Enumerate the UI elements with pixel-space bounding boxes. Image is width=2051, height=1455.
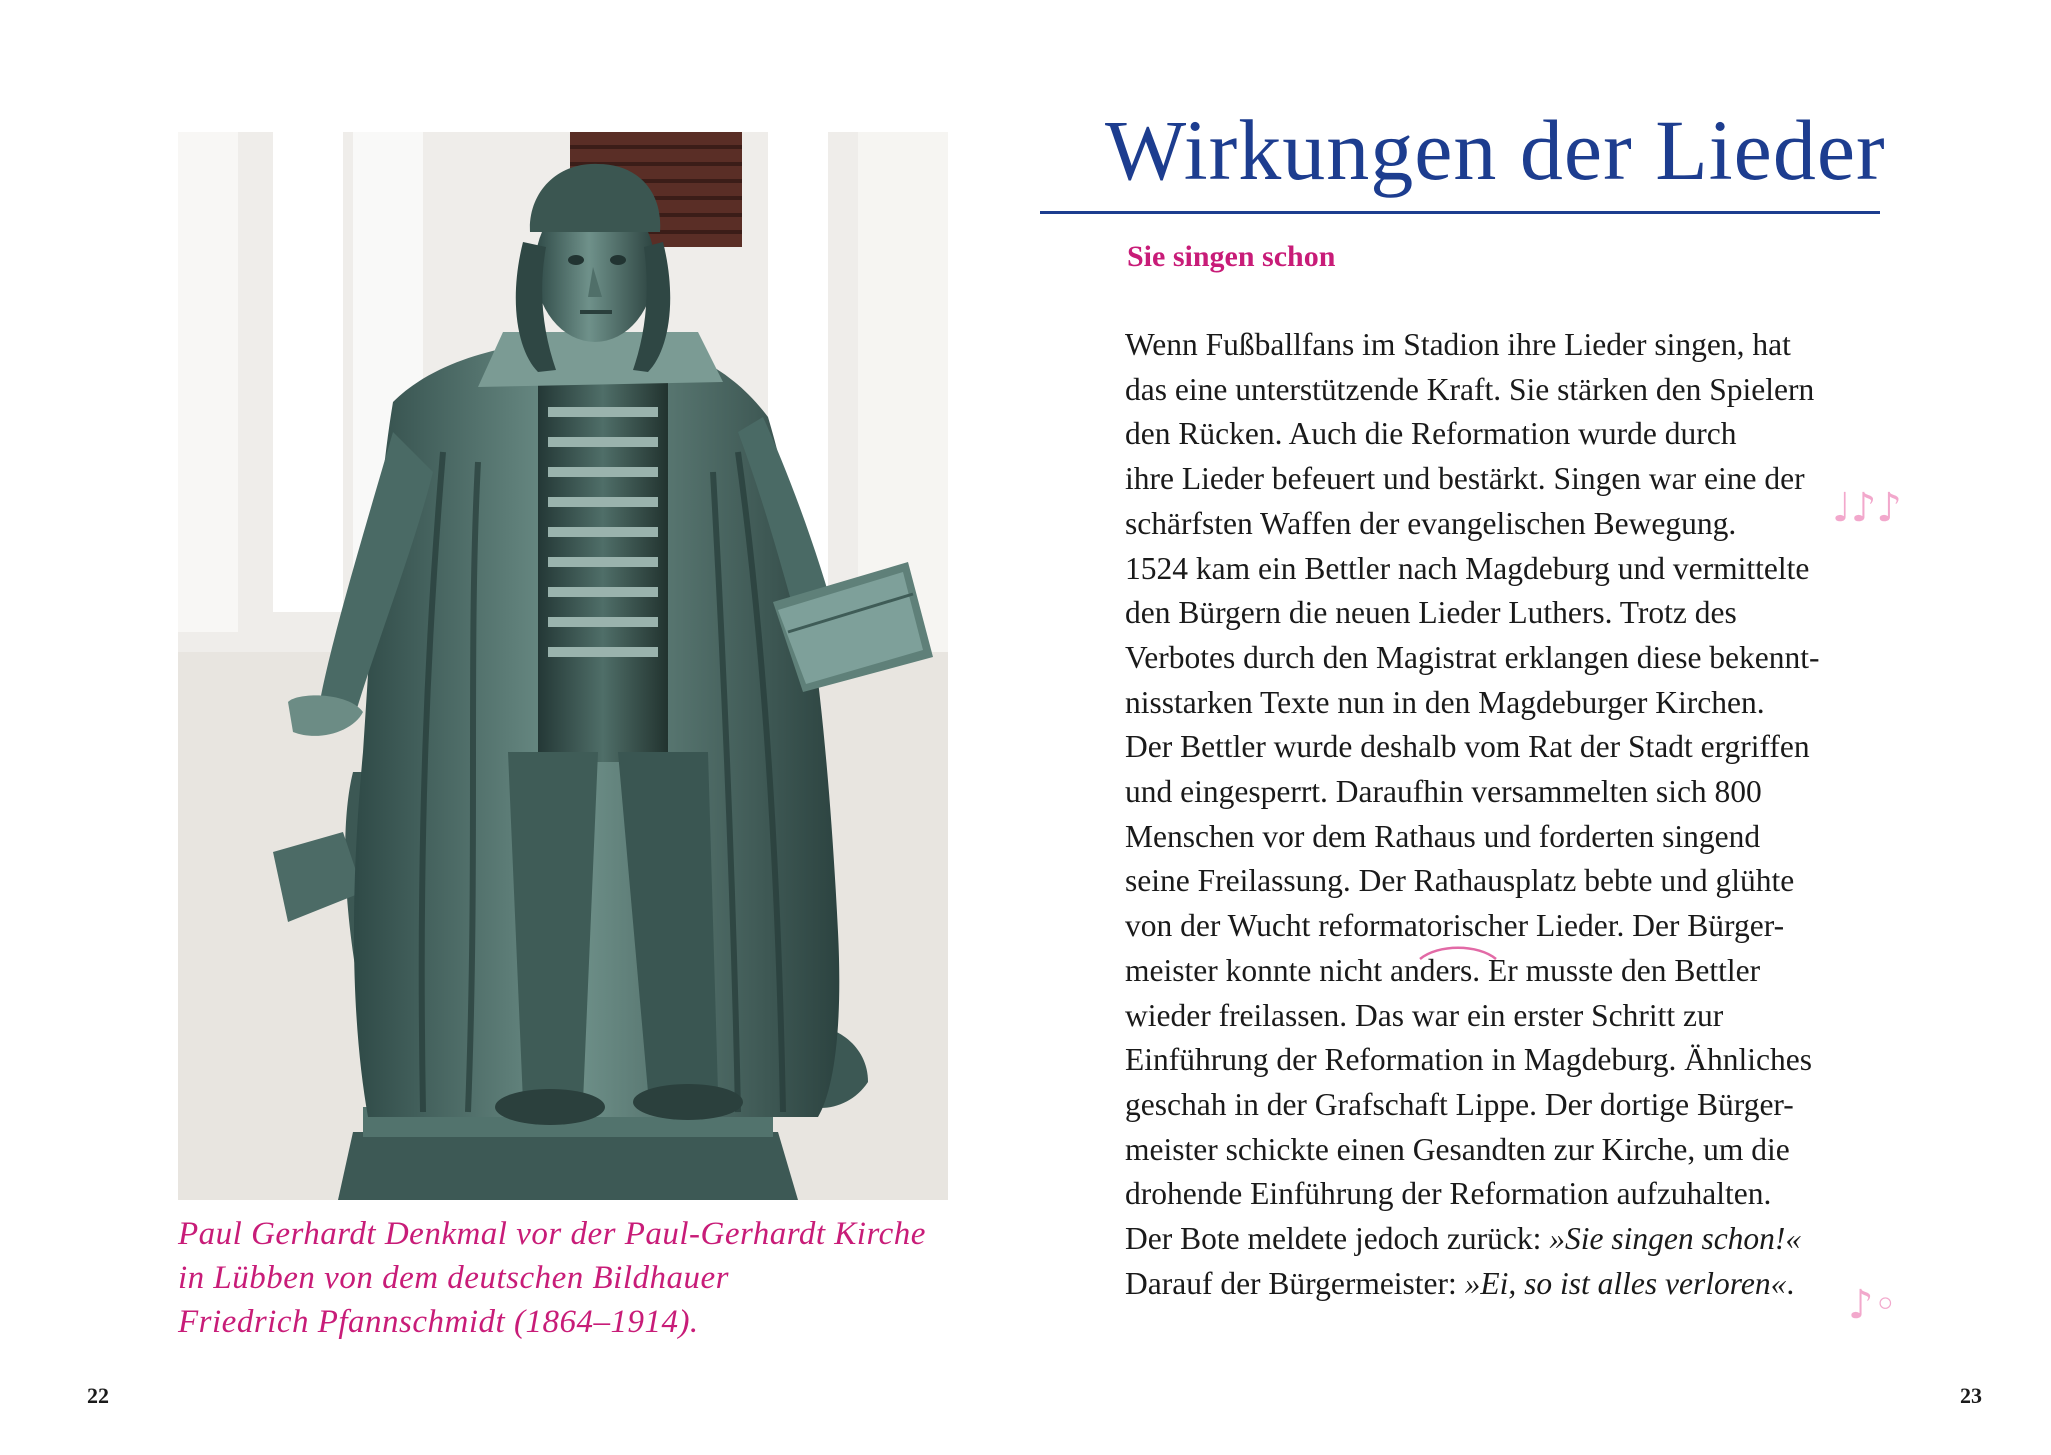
- body-line: Verbotes durch den Magistrat erklangen diese bekennt-: [1125, 639, 1820, 675]
- body-line: ihre Lieder befeuert und bestärkt. Singen war eine der: [1125, 461, 1805, 497]
- page-number-right: 23: [1960, 1383, 1982, 1408]
- body-line: drohende Einführung der Reformation aufzuhalten.: [1125, 1176, 1772, 1212]
- quote-text: »Sie singen schon!«: [1549, 1221, 1802, 1257]
- quote-text: »Ei, so ist alles verloren«: [1464, 1265, 1787, 1301]
- body-line: von der Wucht reformatorischer Lieder. Der Bürger-: [1125, 908, 1785, 944]
- quote-line-2: [1125, 1262, 1905, 1307]
- body-line: schärfsten Waffen der evangelischen Bewegung.: [1125, 505, 1737, 541]
- body-line: meister schickte einen Gesandten zur Kirche, um die: [1125, 1131, 1790, 1167]
- body-line: Der Bettler wurde deshalb vom Rat der Stadt ergriffen: [1125, 729, 1810, 765]
- music-notes-icon: ♪◦: [1848, 1282, 1898, 1328]
- body-text: [1125, 323, 1905, 1306]
- body-line: 1524 kam ein Bettler nach Magdeburg und vermittelte: [1125, 550, 1810, 586]
- caption-line: Paul Gerhardt Denkmal vor der Paul-Gerhardt Kirche: [178, 1216, 926, 1252]
- body-line: den Bürgern die neuen Lieder Luthers. Trotz des: [1125, 595, 1737, 631]
- statue-illustration: [178, 132, 948, 1200]
- body-line: meister konnte nicht anders. Er musste den Bettler: [1125, 952, 1761, 988]
- body-line: Einführung der Reformation in Magdeburg. Ähnliches: [1125, 1042, 1813, 1078]
- body-line: den Rücken. Auch die Reformation wurde durch: [1125, 416, 1737, 452]
- quote-suffix: .: [1786, 1265, 1795, 1301]
- section-subtitle: Sie singen schon: [1127, 240, 1336, 273]
- title-divider: [1040, 211, 1880, 214]
- body-line: geschah in der Grafschaft Lippe. Der dortige Bürger-: [1125, 1086, 1794, 1122]
- body-line: das eine unterstützende Kraft. Sie stärken den Spielern: [1125, 371, 1815, 407]
- music-notes-icon: ♩♪♪: [1832, 485, 1902, 531]
- body-line: und eingesperrt. Daraufhin versammelten sich 800: [1125, 774, 1762, 810]
- body-line: Menschen vor dem Rathaus und forderten singend: [1125, 818, 1761, 854]
- photo-caption: [178, 1212, 938, 1344]
- quote-prefix: Darauf der Bürgermeister:: [1125, 1265, 1465, 1301]
- body-line: Wenn Fußballfans im Stadion ihre Lieder singen, hat: [1125, 327, 1791, 362]
- quote-line-1: [1125, 1217, 1905, 1262]
- body-line: nisstarken Texte nun in den Magdeburger Kirchen.: [1125, 684, 1765, 720]
- statue-photo: [178, 132, 948, 1200]
- body-line: seine Freilassung. Der Rathausplatz bebte und glühte: [1125, 863, 1795, 899]
- caption-line: in Lübben von dem deutschen Bildhauer: [178, 1260, 729, 1296]
- quote-prefix: Der Bote meldete jedoch zurück:: [1125, 1221, 1550, 1257]
- slur-arc-decoration: [1418, 942, 1498, 962]
- page-title: Wirkungen der Lieder: [1105, 102, 1886, 198]
- body-line: wieder freilassen. Das war ein erster Schritt zur: [1125, 997, 1724, 1033]
- page-number-left: 22: [87, 1383, 109, 1408]
- caption-line: Friedrich Pfannschmidt (1864–1914).: [178, 1304, 699, 1340]
